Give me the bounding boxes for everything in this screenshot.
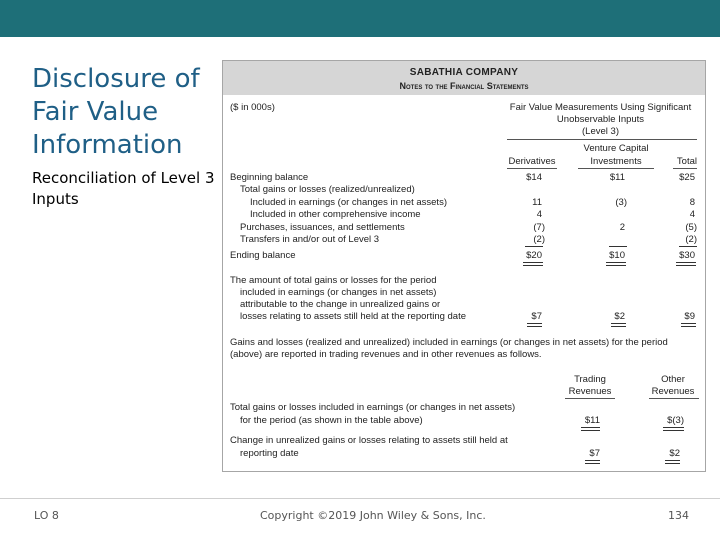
subtotal-rule-venture — [609, 246, 627, 247]
cell-in-earnings-derivatives: 11 — [532, 197, 542, 208]
cell-transfers-total: (2) — [685, 234, 697, 245]
cell-purchases-venture: 2 — [619, 222, 625, 233]
cell-purchases-derivatives: (7) — [533, 222, 545, 233]
cell-rev-change-trading: $7 — [589, 448, 600, 459]
col-header-total: Total — [676, 156, 697, 167]
rev-total-line-2: for the period (as shown in the table above) — [240, 415, 423, 426]
cell-amount-derivatives: $7 — [531, 311, 542, 322]
financial-statement-panel — [222, 60, 706, 472]
rev-change-rule-trading — [585, 460, 600, 464]
row-label-purchases: Purchases, issuances, and settlements — [240, 222, 405, 233]
cell-transfers-derivatives: (2) — [533, 234, 545, 245]
col-header-venture-1: Venture Capital — [583, 143, 649, 154]
cell-rev-change-other: $2 — [669, 448, 680, 459]
amount-rule-total — [681, 323, 696, 327]
col-rule-venture — [578, 168, 654, 169]
group-header-line-1: Fair Value Measurements Using Significant — [509, 102, 692, 113]
amount-line-3: attributable to the change in unrealized gains or — [240, 299, 441, 310]
panel-header — [223, 61, 705, 95]
cell-purchases-total: (5) — [685, 222, 697, 233]
amount-line-2: included in earnings (or changes in net assets) — [240, 287, 437, 298]
group-header-line-3: (Level 3) — [582, 126, 619, 137]
total-rule-total — [676, 262, 696, 266]
rev-total-rule-other — [663, 427, 684, 431]
footer-divider — [0, 498, 720, 499]
note-line-2: (above) are reported in trading revenues and in other revenues as follows. — [230, 349, 542, 360]
cell-beginning-derivatives: $14 — [526, 172, 542, 183]
rev-change-line-1: Change in unrealized gains or losses relating to assets still held at — [230, 435, 508, 446]
rev-change-rule-other — [665, 460, 680, 464]
col-rule-total — [673, 168, 697, 169]
cell-ending-total: $30 — [679, 250, 695, 261]
slide-title: Disclosure of Fair Value Information — [32, 64, 200, 160]
subtotal-rule-total — [679, 246, 697, 247]
cell-in-oci-derivatives: 4 — [536, 209, 542, 220]
rev-total-line-1: Total gains or losses included in earnings (or changes in net assets) — [230, 402, 516, 413]
cell-beginning-total: $25 — [679, 172, 695, 183]
total-rule-derivatives — [523, 262, 543, 266]
col-header-venture-2: Investments — [590, 156, 642, 167]
rev-header-trading-1: Trading — [574, 374, 606, 385]
cell-ending-derivatives: $20 — [526, 250, 542, 261]
row-label-ending: Ending balance — [230, 250, 296, 261]
group-header-rule — [507, 139, 697, 140]
cell-in-earnings-total: 8 — [689, 197, 695, 208]
footer-learning-objective: LO 8 — [34, 509, 59, 522]
amount-line-4: losses relating to assets still held at the reporting date — [240, 311, 467, 322]
rev-rule-trading — [565, 398, 615, 399]
notes-title: Notes to the Financial Statements — [399, 81, 529, 91]
footer-page-number: 134 — [668, 509, 689, 522]
rev-header-other-1: Other — [661, 374, 685, 385]
amount-rule-venture — [611, 323, 626, 327]
row-label-total-gains: Total gains or losses (realized/unrealized) — [240, 184, 415, 195]
subtotal-rule-derivatives — [525, 246, 543, 247]
cell-rev-total-trading: $11 — [584, 415, 600, 426]
cell-in-oci-total: 4 — [689, 209, 695, 220]
rev-total-rule-trading — [581, 427, 600, 431]
rev-header-other-2: Revenues — [651, 386, 695, 397]
top-bar — [0, 0, 720, 37]
note-line-1: Gains and losses (realized and unrealized) included in earnings (or changes in net assets) for the period — [230, 337, 668, 348]
company-name: SABATHIA COMPANY — [409, 67, 519, 78]
footer-copyright: Copyright ©2019 John Wiley & Sons, Inc. — [260, 509, 486, 522]
total-rule-venture — [606, 262, 626, 266]
group-header-line-2: Unobservable Inputs — [556, 114, 645, 125]
row-label-transfers: Transfers in and/or out of Level 3 — [240, 234, 380, 245]
rev-change-line-2: reporting date — [240, 448, 299, 459]
cell-in-earnings-venture: (3) — [615, 197, 627, 208]
slide-subtitle: Reconciliation of Level 3 Inputs — [32, 169, 215, 208]
row-label-beginning: Beginning balance — [230, 172, 309, 183]
units-label: ($ in 000s) — [230, 102, 275, 113]
col-rule-derivatives — [507, 168, 557, 169]
row-label-in-oci: Included in other comprehensive income — [250, 209, 421, 220]
cell-amount-venture: $2 — [614, 311, 625, 322]
row-label-in-earnings: Included in earnings (or changes in net assets) — [250, 197, 447, 208]
col-header-derivatives: Derivatives — [508, 156, 556, 167]
rev-header-trading-2: Revenues — [568, 386, 612, 397]
amount-line-1: The amount of total gains or losses for the period — [230, 275, 437, 286]
cell-rev-total-other: $(3) — [667, 415, 684, 426]
cell-ending-venture: $10 — [609, 250, 625, 261]
rev-rule-other — [649, 398, 699, 399]
cell-amount-total: $9 — [684, 311, 695, 322]
cell-beginning-venture: $11 — [609, 172, 625, 183]
amount-rule-derivatives — [527, 323, 542, 327]
